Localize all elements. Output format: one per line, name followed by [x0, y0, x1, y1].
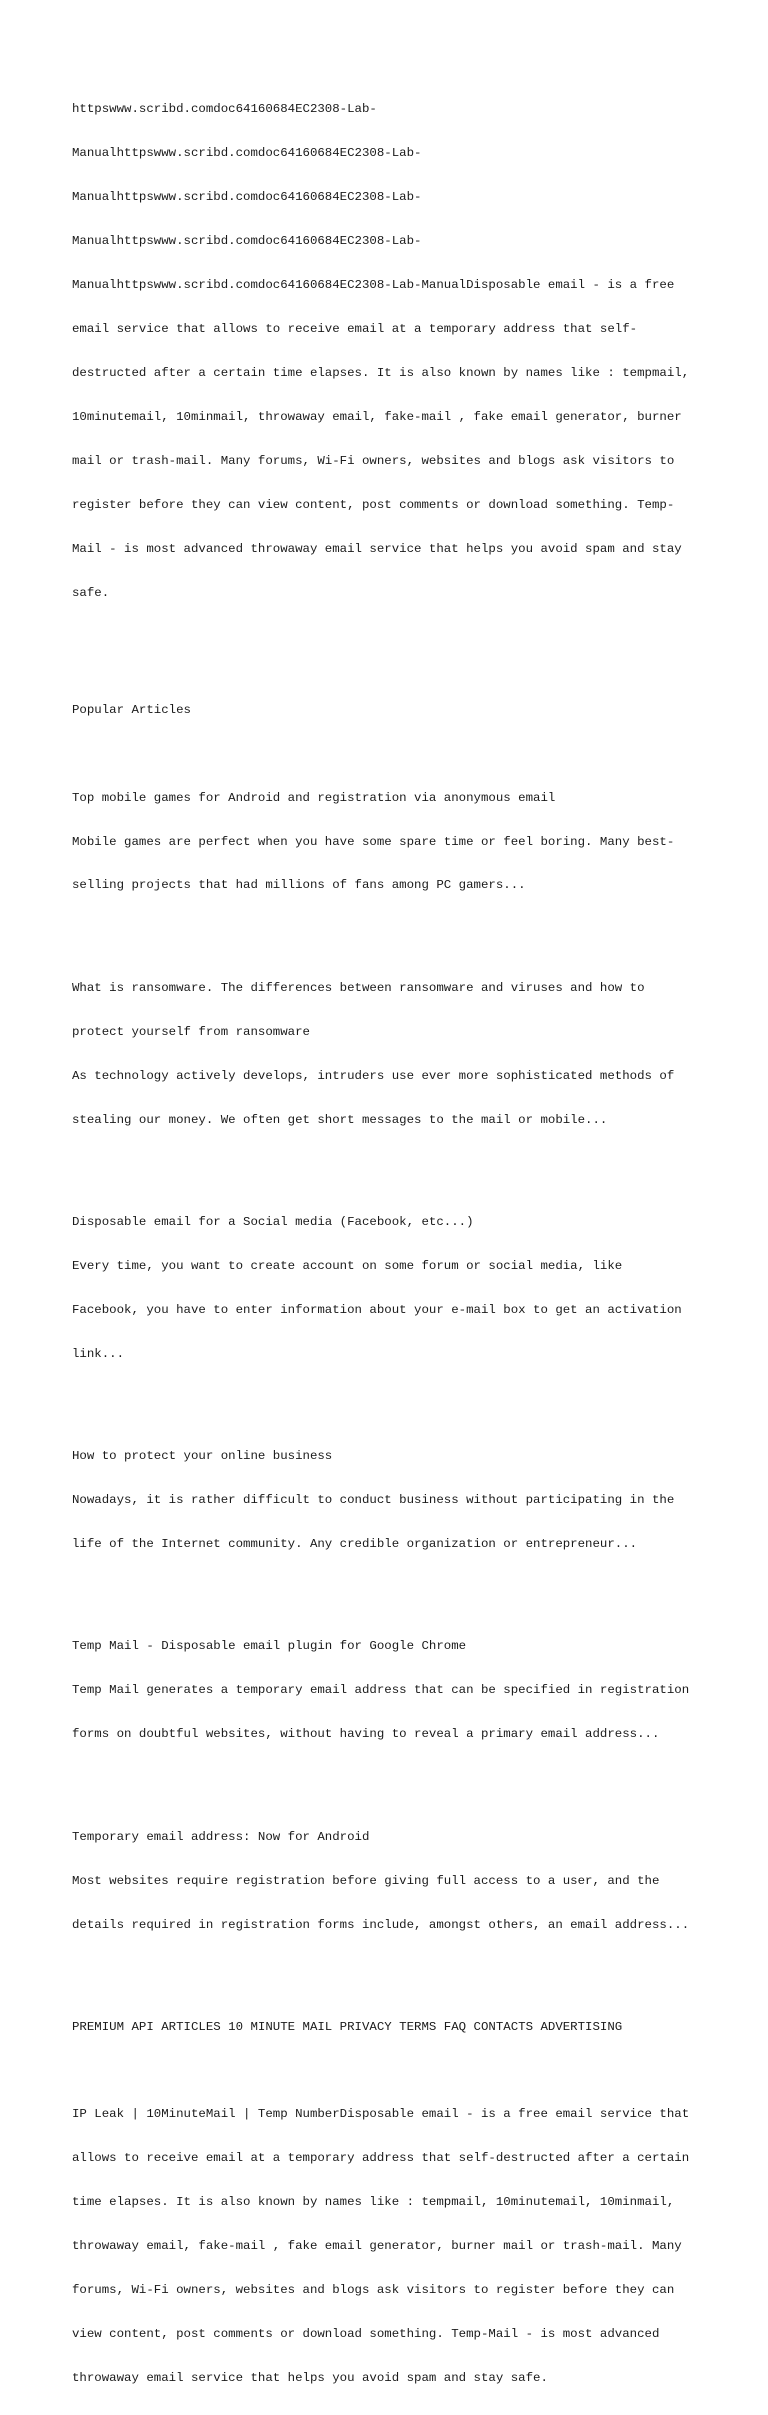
intro-line: Manualhttpswww.scribd.comdoc64160684EC2308-Lab-	[72, 234, 422, 249]
article-excerpt: life of the Internet community. Any credible organization or entrepreneur...	[72, 1537, 638, 1552]
section-heading: Popular Articles	[72, 703, 191, 718]
intro-line: Manualhttpswww.scribd.comdoc64160684EC2308-Lab-	[72, 190, 422, 205]
intro-paragraph	[72, 73, 702, 630]
article-excerpt: selling projects that had millions of fans among PC gamers...	[72, 878, 526, 893]
article-excerpt: stealing our money. We often get short messages to the mail or mobile...	[72, 1112, 608, 1127]
article-title[interactable]: How to protect your online business	[72, 1449, 333, 1464]
article-excerpt: Mobile games are perfect when you have some spare time or feel boring. Many best-	[72, 834, 675, 849]
footer-nav[interactable]	[72, 1990, 702, 2063]
article-excerpt: details required in registration forms include, amongst others, an email address...	[72, 1917, 690, 1932]
intro-line: mail or trash-mail. Many forums, Wi-Fi owners, websites and blogs ask visitors to	[72, 454, 675, 469]
article-item[interactable]	[72, 1186, 702, 1391]
article-item[interactable]	[72, 761, 702, 922]
popular-articles-heading	[72, 674, 702, 747]
footer-paragraph	[72, 2078, 702, 2415]
article-excerpt: Temp Mail generates a temporary email address that can be specified in registration	[72, 1683, 690, 1698]
intro-line: httpswww.scribd.comdoc64160684EC2308-Lab-	[72, 102, 377, 117]
article-item[interactable]	[72, 1610, 702, 1771]
article-excerpt: Nowadays, it is rather difficult to conduct business without participating in the	[72, 1493, 675, 1508]
article-excerpt: Facebook, you have to enter information about your e-mail box to get an activation	[72, 1302, 682, 1317]
article-title[interactable]: Temp Mail - Disposable email plugin for Google Chrome	[72, 1639, 467, 1654]
footer-line: throwaway email, fake-mail , fake email generator, burner mail or trash-mail. Many	[72, 2238, 682, 2253]
intro-line: Mail - is most advanced throwaway email service that helps you avoid spam and stay	[72, 542, 682, 556]
article-title[interactable]: Top mobile games for Android and registration via anonymous email	[72, 790, 556, 805]
footer-line: view content, post comments or download something. Temp-Mail - is most advanced	[72, 2326, 660, 2341]
footer-line: throwaway email service that helps you avoid spam and stay safe.	[72, 2370, 548, 2385]
article-title[interactable]: Disposable email for a Social media (Facebook, etc...)	[72, 1214, 474, 1229]
article-title[interactable]: What is ransomware. The differences between ransomware and viruses and how to	[72, 980, 645, 995]
footer-line: forums, Wi-Fi owners, websites and blogs ask visitors to register before they can	[72, 2282, 675, 2297]
article-excerpt: Every time, you want to create account on some forum or social media, like	[72, 1258, 623, 1273]
intro-line: safe.	[72, 585, 110, 600]
article-excerpt: link...	[72, 1346, 125, 1361]
article-excerpt: As technology actively develops, intruders use ever more sophisticated methods of	[72, 1068, 675, 1083]
footer-line: allows to receive email at a temporary address that self-destructed after a certain	[72, 2151, 690, 2166]
intro-line: 10minutemail, 10minmail, throwaway email, fake-mail , fake email generator, burner	[72, 410, 682, 425]
article-title[interactable]: protect yourself from ransomware	[72, 1024, 310, 1039]
intro-line: email service that allows to receive email at a temporary address that self-	[72, 322, 638, 337]
footer-line: IP Leak | 10MinuteMail | Temp NumberDisposable email - is a free email service that	[72, 2107, 690, 2122]
document-page	[72, 73, 702, 2415]
intro-line: Manualhttpswww.scribd.comdoc64160684EC2308-Lab-ManualDisposable email - is a free	[72, 278, 675, 293]
article-title[interactable]: Temporary email address: Now for Android	[72, 1829, 370, 1844]
article-excerpt: forms on doubtful websites, without having to reveal a primary email address...	[72, 1727, 660, 1742]
article-excerpt: Most websites require registration before giving full access to a user, and the	[72, 1873, 660, 1888]
footer-line: time elapses. It is also known by names like : tempmail, 10minutemail, 10minmail,	[72, 2195, 675, 2209]
footer-nav-links[interactable]: PREMIUM API ARTICLES 10 MINUTE MAIL PRIVACY TERMS FAQ CONTACTS ADVERTISING	[72, 2019, 623, 2034]
article-item[interactable]	[72, 951, 702, 1156]
intro-line: register before they can view content, post comments or download something. Temp-	[72, 498, 675, 513]
intro-line: Manualhttpswww.scribd.comdoc64160684EC2308-Lab-	[72, 146, 422, 161]
article-item[interactable]	[72, 1800, 702, 1961]
intro-line: destructed after a certain time elapses. It is also known by names like : tempmail,	[72, 366, 690, 381]
article-item[interactable]	[72, 1420, 702, 1581]
